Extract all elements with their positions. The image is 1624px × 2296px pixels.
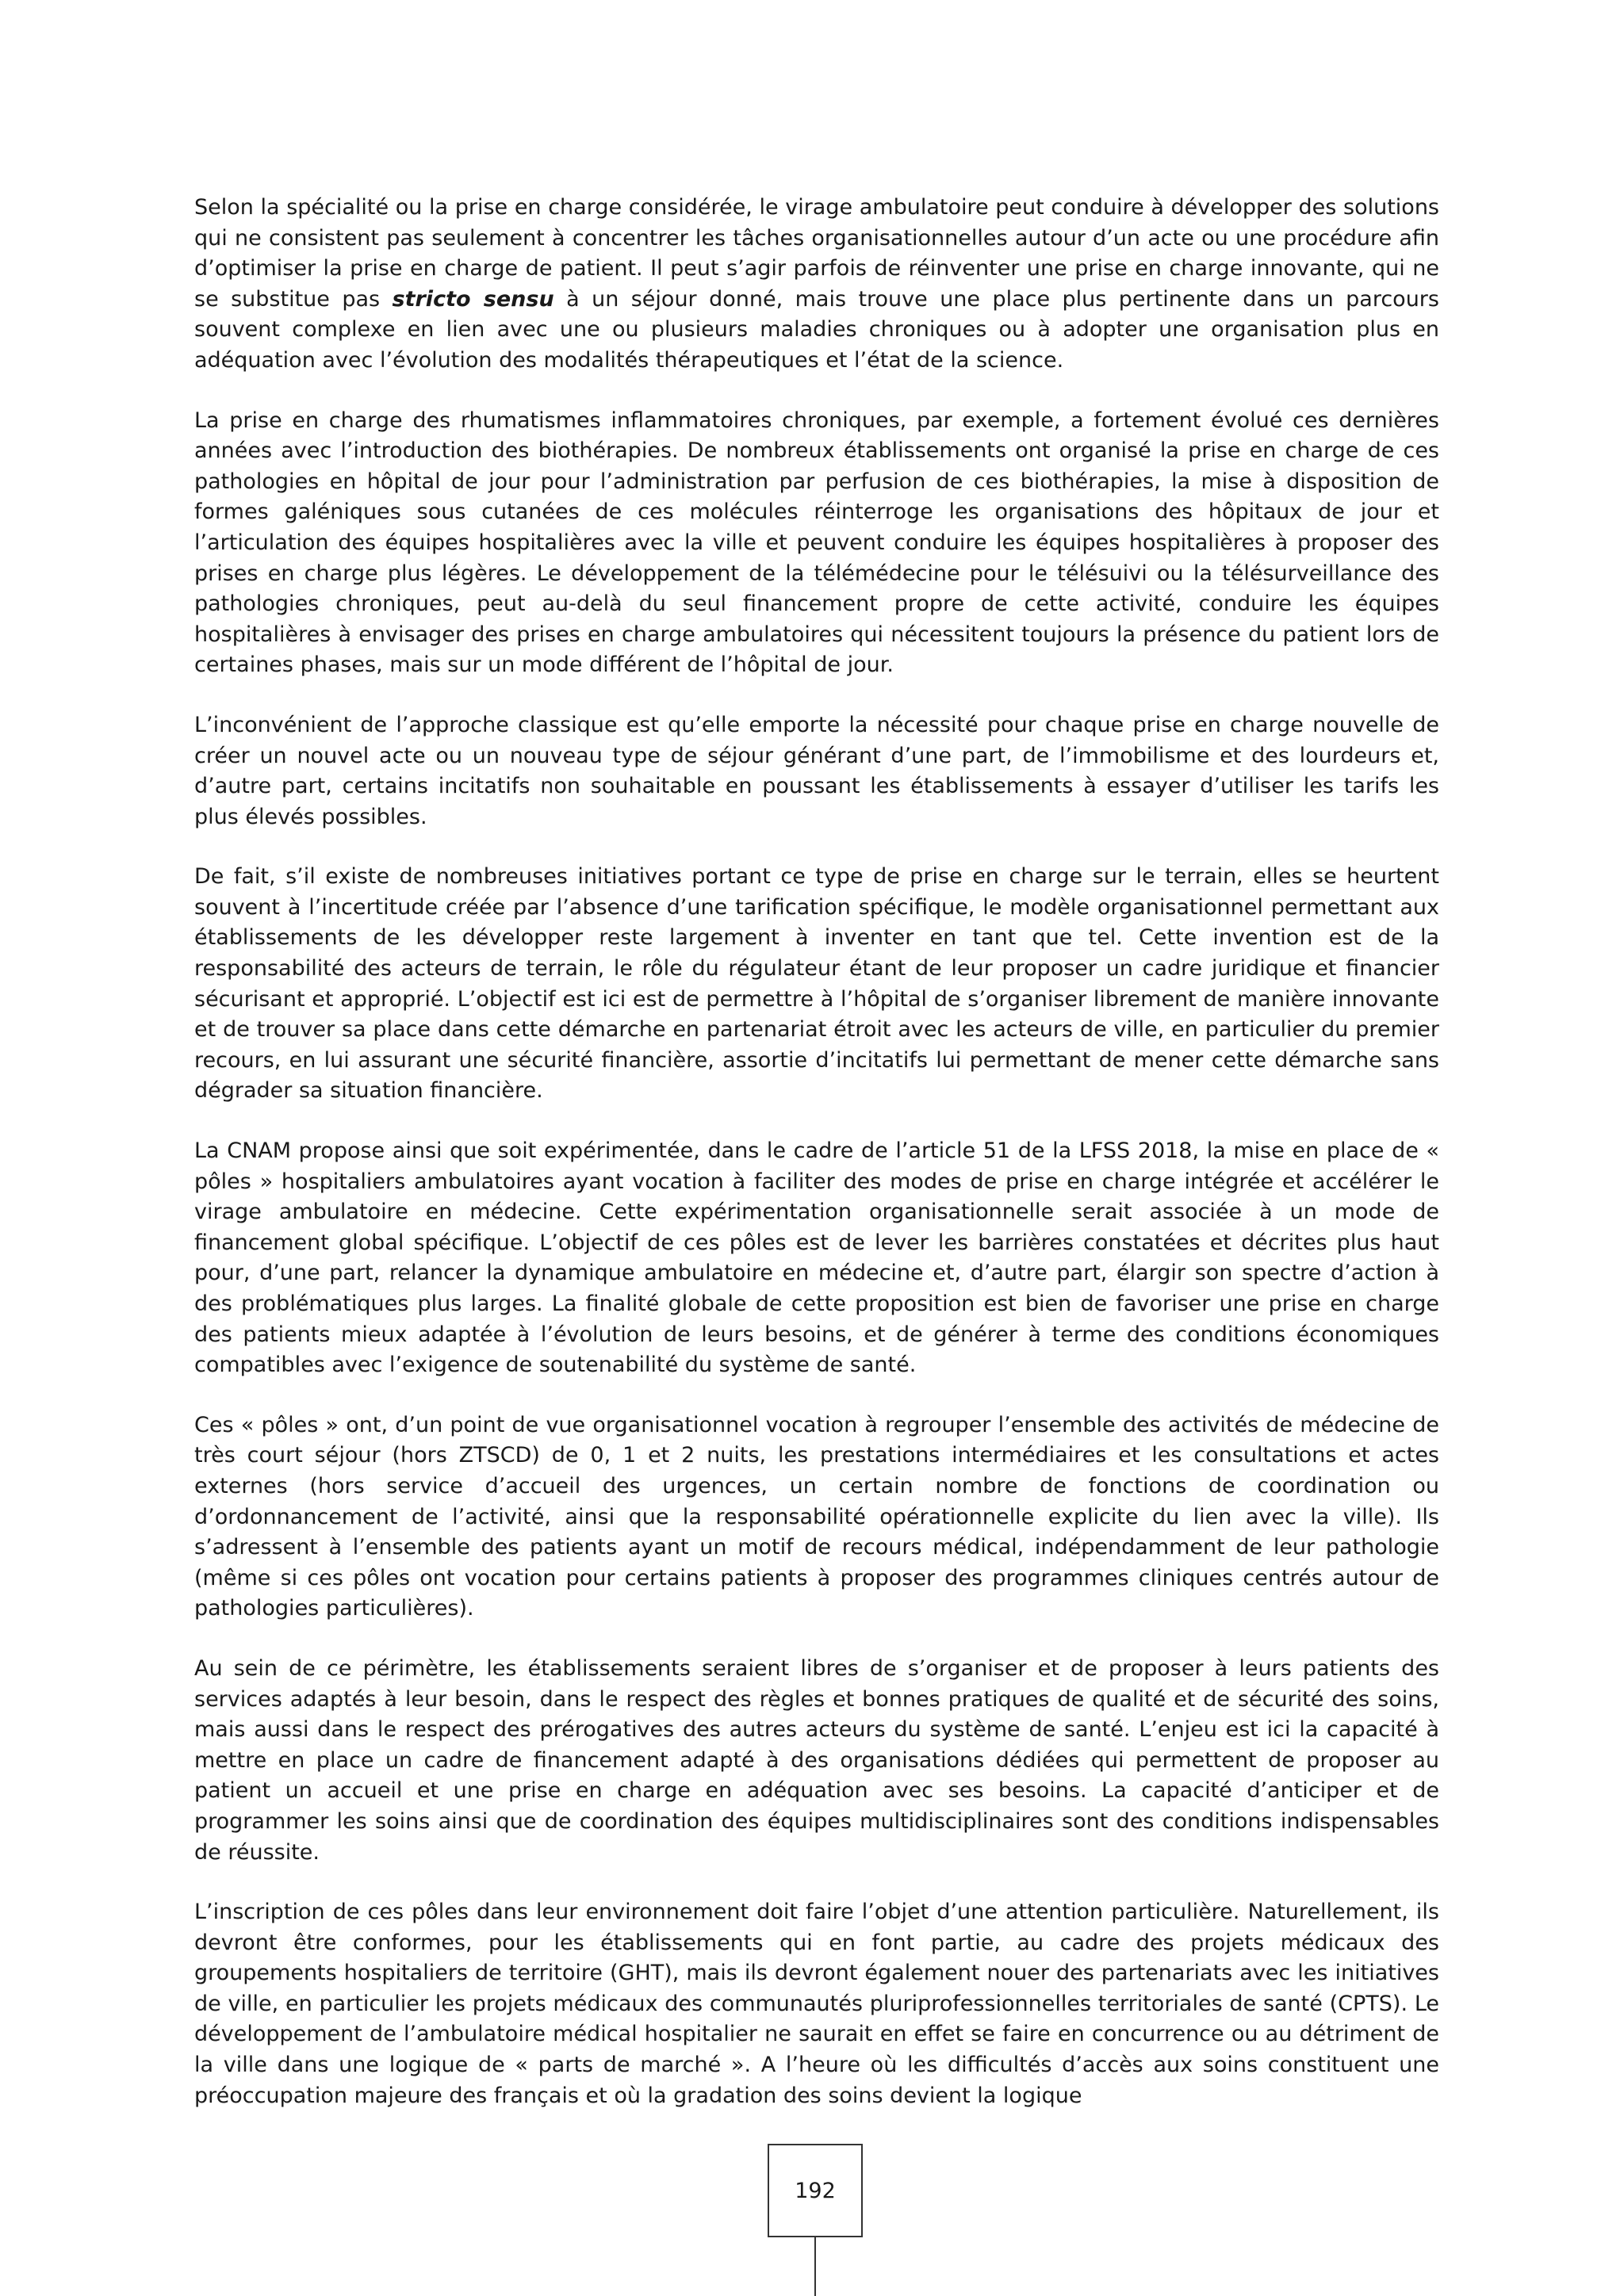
paragraph-8: L’inscription de ces pôles dans leur environnement doit faire l’objet d’une attention particulière. Naturellement, ils devront être conformes, pour les établissements qui en font partie, au cadre des projets médicaux des groupements hospitaliers de territoire (GHT), mais ils devront également nouer des partenariats avec les initiatives de ville, en particulier les projets médicaux des communautés pluriprofessionnelles territoriales de santé (CPTS). Le développement de l’ambulatoire médical hospitalier ne saurait en effet se faire en concurrence ou au détriment de la ville dans une logique de « parts de marché ». A l’heure où les difficultés d’accès aux soins constituent une préoccupation majeure des français et où la gradation des soins devient la logique bbox=[194, 1900, 1439, 2108]
page-number-connector-line bbox=[814, 2237, 816, 2296]
paragraph-4: De fait, s’il existe de nombreuses initiatives portant ce type de prise en charge sur le terrain, elles se heurtent souvent à l’incertitude créée par l’absence d’une tarification spécifique, le modèle organisationnel permettant aux établissements de les développer reste largement à inventer en tant que tel. Cette invention est de la responsabilité des acteurs de terrain, le rôle du régulateur étant de leur proposer un cadre juridique et financier sécurisant et approprié. L’objectif est ici est de permettre à l’hôpital de s’organiser librement de manière innovante et de trouver sa place dans cette démarche en partenariat étroit avec les acteurs de ville, en particulier du premier recours, en lui assurant une sécurité financière, assortie d’incitatifs lui permettant de mener cette démarche sans dégrader sa situation financière. bbox=[194, 864, 1439, 1104]
paragraph-5: La CNAM propose ainsi que soit expérimentée, dans le cadre de l’article 51 de la LFSS 2018, la mise en place de « pôles » hospitaliers ambulatoires ayant vocation à faciliter des modes de prise en charge intégrée et accélérer le virage ambulatoire en médecine. Cette expérimentation organisationnelle serait associée à un mode de financement global spécifique. L’objectif de ces pôles est de lever les barrières constatées et décrites plus haut pour, d’une part, relancer la dynamique ambulatoire en médecine et, d’autre part, élargir son spectre d’action à des problématiques plus larges. La finalité globale de cette proposition est bien de favoriser une prise en charge des patients mieux adaptée à l’évolution de leurs besoins, et de générer à terme des conditions économiques compatibles avec l’exigence de soutenabilité du système de santé. bbox=[194, 1138, 1439, 1378]
paragraph-7: Au sein de ce périmètre, les établissements seraient libres de s’organiser et de proposer à leurs patients des services adaptés à leur besoin, dans le respect des règles et bonnes pratiques de qualité et de sécurité des soins, mais aussi dans le respect des prérogatives des autres acteurs du système de santé. L’enjeu est ici la capacité à mettre en place un cadre de financement adapté à des organisations dédiées qui permettent de proposer au patient un accueil et une prise en charge en adéquation avec ses besoins. La capacité d’anticiper et de programmer les soins ainsi que de coordination des équipes multidisciplinaires sont des conditions indispensables de réussite. bbox=[194, 1655, 1439, 1865]
paragraph-1-emphasis-stricto-sensu: stricto sensu bbox=[392, 286, 554, 312]
paragraph-1-part-2: à un séjour donné, mais trouve une place plus pertinente dans un parcours souvent complexe en lien avec une ou plusieurs maladies chroniques ou à adopter une organisation plus en adéquation avec l’évolution des modalités thérapeutiques et l’état de la science. bbox=[194, 286, 1439, 373]
paragraph-3: L’inconvénient de l’approche classique est qu’elle emporte la nécessité pour chaque prise en charge nouvelle de créer un nouvel acte ou un nouveau type de séjour générant d’une part, de l’immobilisme et des lourdeurs et, d’autre part, certains incitatifs non souhaitable en poussant les établissements à essayer d’utiliser les tarifs les plus élevés possibles. bbox=[194, 712, 1439, 829]
paragraph-1 bbox=[194, 193, 1439, 377]
paragraph-6: Ces « pôles » ont, d’un point de vue organisationnel vocation à regrouper l’ensemble des activités de médecine de très court séjour (hors ZTSCD) de 0, 1 et 2 nuits, les prestations intermédiaires et les consultations et actes externes (hors service d’accueil des urgences, un certain nombre de fonctions de coordination ou d’ordonnancement de l’activité, ainsi que la responsabilité opérationnelle explicite du lien avec la ville). Ils s’adressent à l’ensemble des patients ayant un motif de recours médical, indépendamment de leur pathologie (même si ces pôles ont vocation pour certains patients à proposer des programmes cliniques centrés autour de pathologies particulières). bbox=[194, 1412, 1439, 1621]
page-number: 192 bbox=[795, 2178, 836, 2203]
paragraph-1-part-1: Selon la spécialité ou la prise en charge considérée, le virage ambulatoire peut conduire à développer des solutions qui ne consistent pas seulement à concentrer les tâches organisationnelles autour d’un acte ou une procédure afin d’optimiser la prise en charge de patient. Il peut s’agir parfois de réinventer une prise en charge innovante, qui ne se substitue pas bbox=[194, 195, 1439, 312]
page-number-box bbox=[768, 2144, 863, 2237]
paragraph-2: La prise en charge des rhumatismes inflammatoires chroniques, par exemple, a fortement évolué ces dernières années avec l’introduction des biothérapies. De nombreux établissements ont organisé la prise en charge de ces pathologies en hôpital de jour pour l’administration par perfusion de ces biothérapies, la mise à disposition de formes galéniques sous cutanées de ces molécules réinterroge les organisations des hôpitaux de jour et l’articulation des équipes hospitalières avec la ville et peuvent conduire les équipes hospitalières à proposer des prises en charge plus légères. Le développement de la télémédecine pour le télésuivi ou la télésurveillance des pathologies chroniques, peut au-delà du seul financement propre de cette activité, conduire les équipes hospitalières à envisager des prises en charge ambulatoires qui nécessitent toujours la présence du patient lors de certaines phases, mais sur un mode différent de l’hôpital de jour. bbox=[194, 408, 1439, 678]
document-body bbox=[194, 193, 1439, 2141]
